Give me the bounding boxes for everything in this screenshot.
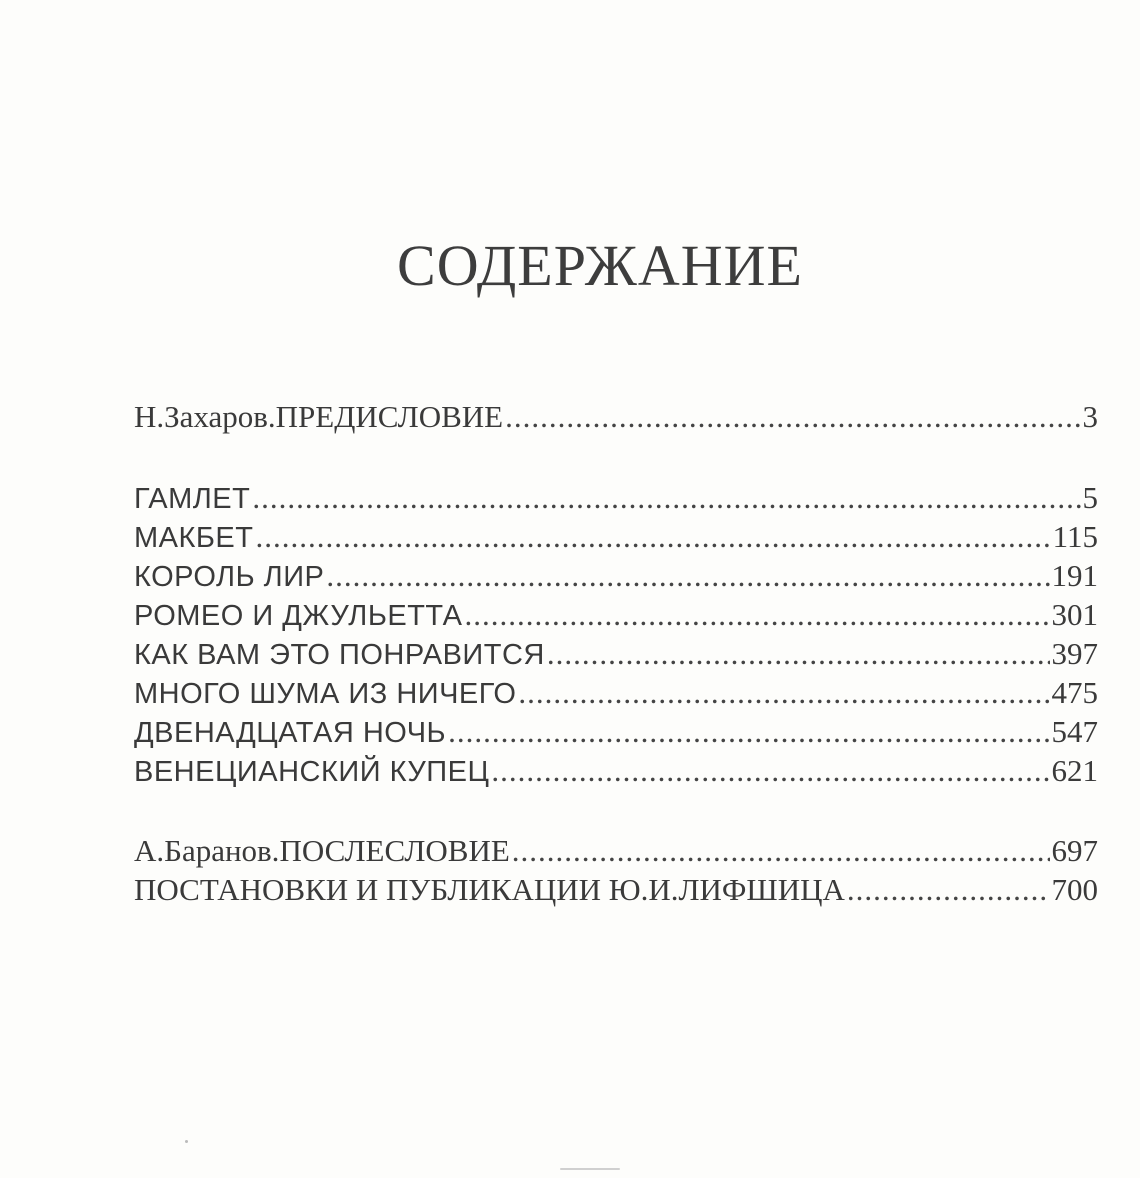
dot-leader [547, 634, 1050, 674]
toc-entry-label: КАК ВАМ ЭТО ПОНРАВИТСЯ [134, 639, 545, 671]
toc-entry-much-ado[interactable] [134, 673, 1098, 713]
toc-entry-label: ПОСТАНОВКИ И ПУБЛИКАЦИИ Ю.И.ЛИФШИЦА [134, 872, 845, 907]
dot-leader [512, 831, 1050, 871]
toc-entry-page: 547 [1051, 714, 1098, 749]
toc-entry-afterword[interactable] [134, 831, 1098, 871]
toc-entry-page: 697 [1051, 833, 1098, 868]
toc-entry-preface[interactable] [134, 397, 1098, 437]
toc-entry-hamlet[interactable] [134, 478, 1098, 518]
dot-leader [465, 595, 1050, 635]
paper-speck [185, 1140, 188, 1143]
toc-entry-king-lear[interactable] [134, 556, 1098, 596]
page-title: СОДЕРЖАНИЕ [397, 233, 803, 298]
toc-entry-romeo-and-juliet[interactable] [134, 595, 1098, 635]
toc-entry-twelfth-night[interactable] [134, 712, 1098, 752]
toc-entry-page: 475 [1051, 675, 1098, 710]
toc-entry-page: 621 [1051, 753, 1098, 788]
toc-entry-label: МНОГО ШУМА ИЗ НИЧЕГО [134, 678, 517, 710]
toc-entry-page: 301 [1051, 597, 1098, 632]
toc-entry-label: ВЕНЕЦИАНСКИЙ КУПЕЦ [134, 756, 490, 788]
toc-entry-label: ГАМЛЕТ [134, 483, 251, 515]
paper-speck [560, 1168, 620, 1170]
dot-leader [518, 673, 1049, 713]
dot-leader [847, 870, 1050, 910]
toc-entry-page: 397 [1051, 636, 1098, 671]
toc-entry-label: ПРЕДИСЛОВИЕ [275, 399, 504, 434]
dot-leader [448, 712, 1049, 752]
toc-entry-author: Н.Захаров. [134, 399, 276, 434]
dot-leader [491, 751, 1049, 791]
toc-entry-macbeth[interactable] [134, 517, 1098, 557]
toc-entry-productions[interactable] [134, 870, 1098, 910]
toc-entry-label: КОРОЛЬ ЛИР [134, 561, 325, 593]
toc-entry-label: ПОСЛЕСЛОВИЕ [279, 833, 510, 868]
toc-entry-page: 191 [1051, 558, 1098, 593]
toc-entry-as-you-like-it[interactable] [134, 634, 1098, 674]
dot-leader [252, 478, 1080, 518]
toc-entry-merchant-of-venice[interactable] [134, 751, 1098, 791]
toc-entry-label: РОМЕО И ДЖУЛЬЕТТА [134, 600, 463, 632]
toc-entry-author: А.Баранов. [134, 833, 280, 868]
toc-entry-page: 115 [1052, 519, 1098, 554]
toc-entry-label: МАКБЕТ [134, 522, 254, 554]
dot-leader [505, 397, 1080, 437]
toc-entry-page: 700 [1051, 872, 1098, 907]
dot-leader [255, 517, 1050, 557]
toc-entry-page: 5 [1082, 480, 1098, 515]
dot-leader [326, 556, 1049, 596]
toc-entry-page: 3 [1082, 399, 1098, 434]
toc-entry-label: ДВЕНАДЦАТАЯ НОЧЬ [134, 717, 447, 749]
